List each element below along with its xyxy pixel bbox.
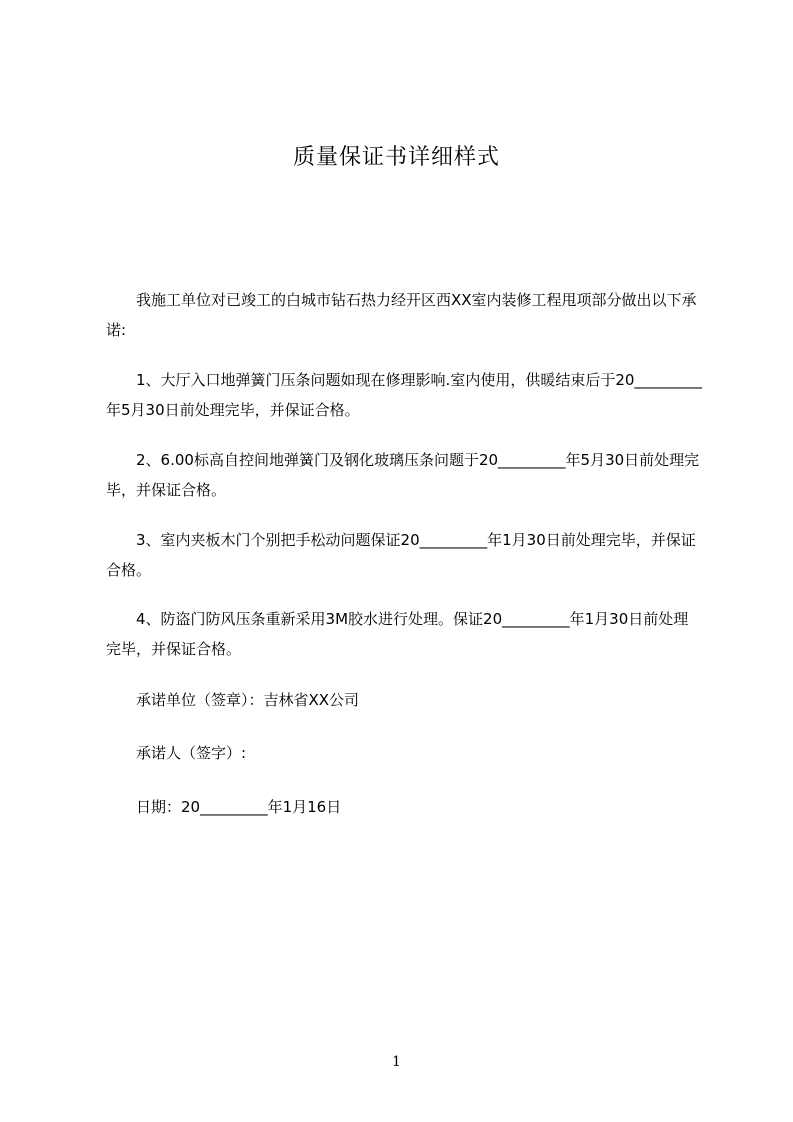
page-number: 1 — [392, 1054, 401, 1070]
document-title: 质量保证书详细样式 — [292, 145, 500, 170]
signature-person: 承诺人（签字）: — [136, 744, 247, 762]
signature-date: 日期：20_________年1月16日 — [136, 798, 342, 816]
commitment-item-1: 1、大厅入口地弹簧门压条问题如现在修理影响.室内使用，供暖结束后于20_________年5月30日前处理完毕，并保证合格。 — [106, 371, 702, 419]
commitment-item-3: 3、室内夹板木门个别把手松动问题保证20_________年1月30日前处理完毕，并保证合格。 — [106, 531, 696, 579]
commitment-item-2: 2、6.00标高自控间地弹簧门及钢化玻璃压条问题于20_________年5月30日前处理完毕，并保证合格。 — [106, 451, 700, 499]
signature-unit: 承诺单位（签章）：吉林省XX公司 — [136, 691, 360, 709]
commitment-item-4: 4、防盗门防风压条重新采用3M胶水进行处理。保证20_________年1月30日前处理完毕，并保证合格。 — [106, 610, 689, 658]
intro-paragraph: 我施工单位对已竣工的白城市钻石热力经开区西XX室内装修工程甩项部分做出以下承诺: — [106, 291, 697, 339]
